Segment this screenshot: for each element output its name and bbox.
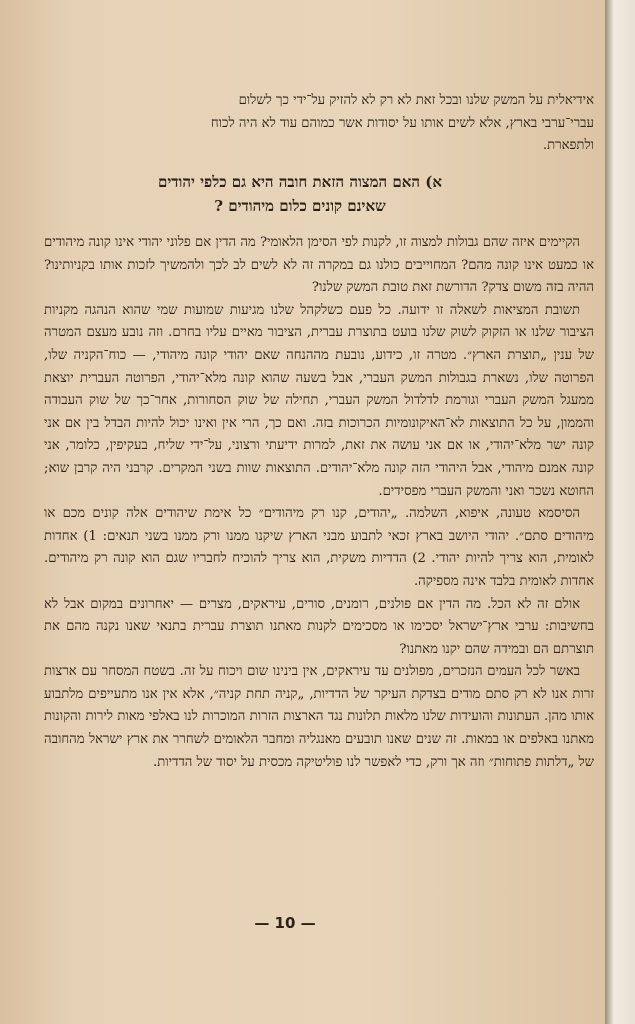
intro-line: אידיאלית על המשק שלנו ובכל זאת לא רק לא להזיק על־ידי כך לשלום — [238, 93, 594, 108]
paragraph: הסיסמא טעונה, איפוא, השלמה. „יהודים, קנו רק מיהודים״ כל אימת שיהודים אלה קונים מכם או מיהודים סתם״. יהודי היושב בארץ זכאי לתבוע מבני הארץ שיקנו ממנו ורק ממנו בשני תנאים: 1) אחדות לאומית, הוא צריך להיות יהודי. 2) הדדיות משקית, הוא צריך להוכיח לחבריו שגם הוא קונה רק מיהודים. אחדות לאומית בלבד אינה מספיקה. — [44, 506, 594, 589]
body-text — [44, 232, 594, 774]
paragraph: תשובת המציאות לשאלה זו ידועה. כל פעם כשלקהל שלנו מגיעות שמועות שמי שהוא הנהגה מקניות הציבור שלנו או הזקוק לשוק שלנו בועט בתוצרת עברית, הציבור מאיים עליו בחרם. וזה נובע מעצם המטרה של ענין „תוצרת הארץ״. מטרה זו, כידוע, נובעת מההנחה שאם יהודי קונה מיהודי, — כוח־הקניה שלו, הפרוטה שלו, נשארת בגבולות המשק העברי, אבל בשעה שהוא קונה מלא־יהודי, הפרוטה העברית יוצאת ממעגל המשק העברי וגורמת לדלדול המשק העברי, תחילה של שוק הסחורות, אחר־כך של שוק העבודה והממון, על כל התוצאות לא־האיקונומיות הכרוכות בזה. ואם כך, הרי אין ואינו יכול להיות הבדל בין אם אני קונה ישר מלא־יהודי, או אם אני עושה את זאת, למרות ידיעתי ורצוני, על־ידי שליח, בעקיפין, כלומר, אני קונה אמנם מיהודי, אבל היהודי הזה קונה מלא־יהודים. התוצאות שוות בשני המקרים. קרבני היה קרבן שוא; החוטא נשכר ואני והמשק העברי מפסידים. — [44, 302, 594, 499]
section-heading — [60, 170, 540, 218]
intro-line: עברי־ערבי בארץ, אלא לשים אותו על יסודות אשר כמוהם עוד לא היה לכוח — [210, 115, 594, 131]
page-number: — 10 — — [254, 914, 316, 932]
paragraph: באשר לכל העמים הנזכרים, מפולנים עד עיראקים, אין בינינו שום ויכוח על זה. בשטח המסחר עם ארצות זרות אנו לא רק סתם מודים בצדקת העיקר של הדדיות, „קניה תחת קניה״, אלא אין אנו מתעייפים מלתבוע אותו מהן. העתונות והועידות שלנו מלאות תלונות נגד הארצות הזרות המוכרות לנו באלפי מאות לירות והקונות מאתנו באלפים או במאות. זה שנים שאנו תובעים מאנגליה ומחבר הלאומים לשחרר את ארץ ישראל מהחובה של „דלתות פתוחות״ וזה אך ורק, כדי לאפשר לנו פוליטיקה מכסית על יסוד של הדדיות. — [44, 664, 594, 770]
paragraph: אולם זה לא הכל. מה הדין אם פולנים, רומנים, סורים, עיראקים, מצרים — יאחרונים במקום אבל לא בחשיבות: ערבי ארץ־ישראל יסכימו או מסכימים לקנות מאתנו תוצרת עברית בתנאי שאנו נקנה מהם את תוצרתם הם ובמידה שהם יקנו מאתנו? — [44, 596, 594, 657]
heading-line: שאינם קונים כלום מיהודים ? — [214, 197, 386, 215]
page-edge — [605, 0, 635, 1024]
intro-line: ולתפארת. — [542, 138, 594, 154]
paragraph: הקיימים איזה שהם גבולות למצוה זו, לקנות לפי הסימן הלאומי? מה הדין אם פלוני יהודי אינו קונה מיהודים או כמעט אינו קונה מהם? המחוייבים כולנו גם במקרה זה לא לשים לב לכך ולהמשיך לזכות אותו בקניותינו? ההיה בזה משום צדק? הדורשת זאת טובת המשק שלנו? — [44, 235, 594, 296]
intro-text — [44, 90, 594, 158]
heading-line: א) האם המצוה הזאת חובה היא גם כלפי יהודים — [158, 173, 442, 191]
